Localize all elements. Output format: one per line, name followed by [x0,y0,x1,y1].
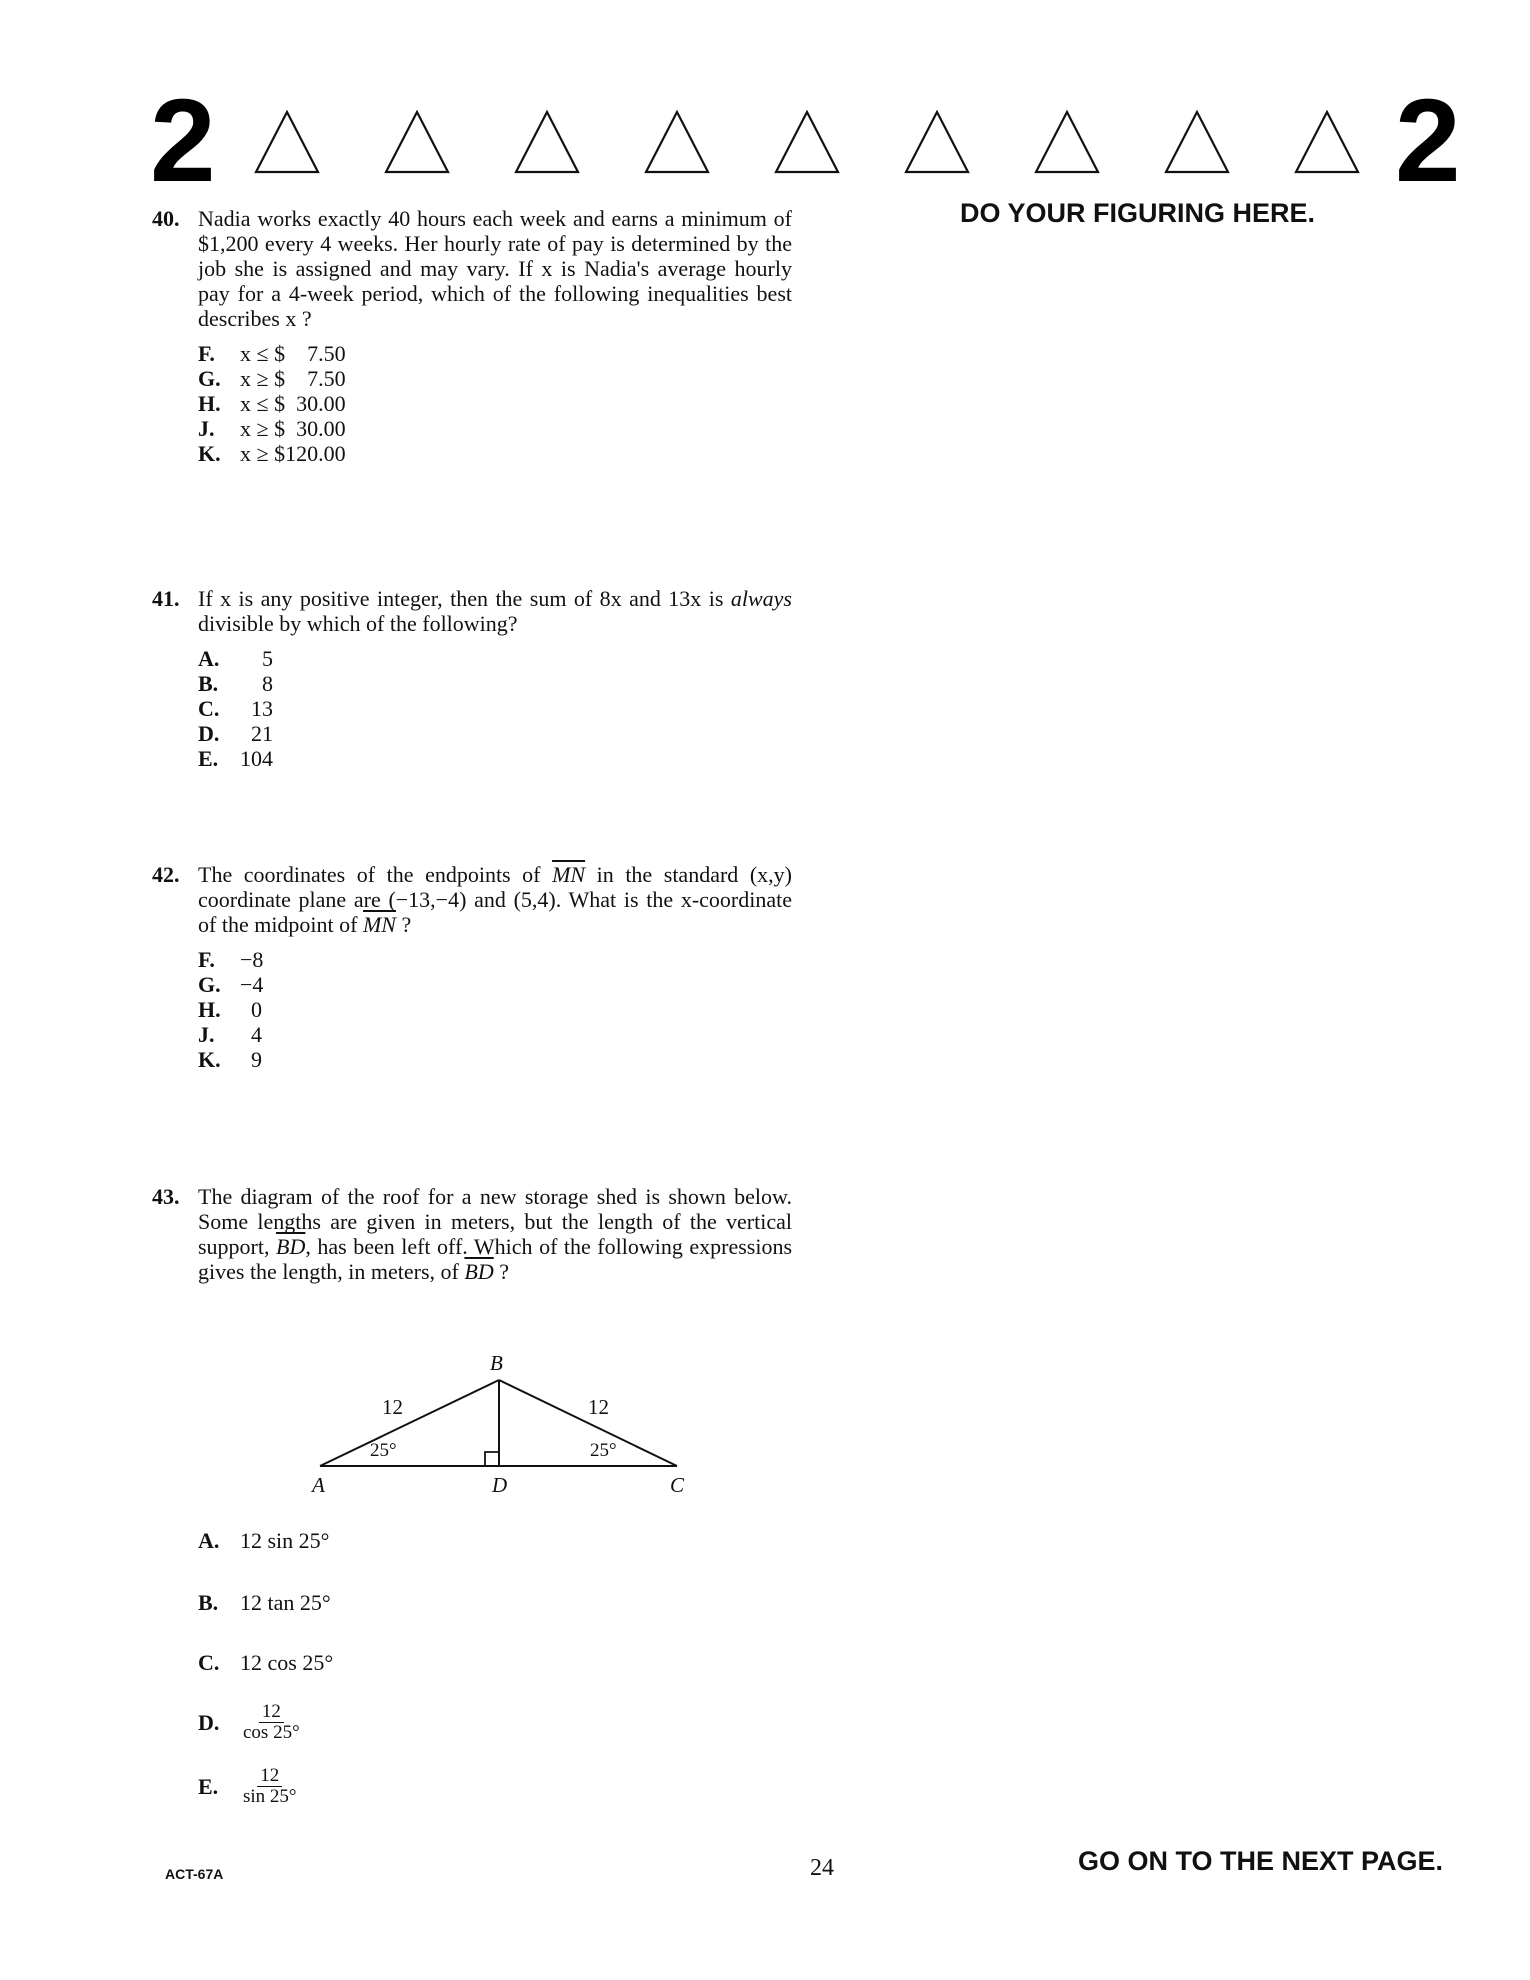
answer-choice-a[interactable] [198,646,792,671]
triangle-icon [256,112,318,172]
answer-choices [198,947,792,1072]
go-on-next-page: GO ON TO THE NEXT PAGE. [1078,1846,1444,1876]
choice-label: F. [198,341,215,366]
answer-choice-g[interactable] [198,366,792,391]
choice-label: H. [198,391,221,416]
choice-text: 4 [240,1022,262,1047]
triangle-icon [646,112,708,172]
choice-text: x ≤ $ 7.50 [240,341,346,366]
choice-text: 13 [240,696,273,721]
choice-label: C. [198,1650,220,1675]
answer-choice-e[interactable] [198,746,792,771]
stem-text: The coordinates of the endpoints of [198,862,553,887]
choice-label: B. [198,1590,219,1615]
choice-text: −4 [240,972,264,997]
side-bc [499,1380,677,1466]
form-code: ACT-67A [165,1866,224,1882]
vertex-a-label: A [312,1473,325,1497]
answer-choice-h[interactable] [198,997,792,1022]
section-number-right: 2 [1395,75,1461,207]
question-number: 41. [152,586,180,611]
choice-text: 9 [240,1047,262,1072]
stem-text: If x is any positive integer, then the sum of 8x and 13x is [198,586,731,611]
choice-text: 12 sin 25° [240,1528,330,1553]
choice-text: x ≥ $ 30.00 [240,416,346,441]
section-number-left: 2 [150,75,216,207]
answer-choice-e[interactable] [198,1766,300,1807]
choice-label: K. [198,441,221,466]
choice-text: 5 [240,646,273,671]
vertex-b-label: B [490,1351,503,1375]
choice-label: B. [198,671,219,696]
question-40 [152,206,792,466]
choice-text: 12 cos 25° [240,1650,334,1675]
stem-text: in the standard (x,y) coordinate plane are (−13,−4) and (5,4). What is the x-coordinate of the midpoint of [198,862,792,937]
choice-label: C. [198,696,220,721]
segment-mn: $\overline{MN}$ [362,912,396,937]
triangle-icon [1166,112,1228,172]
choice-text: 104 [240,746,273,771]
choice-text: x ≤ $ 30.00 [240,391,346,416]
side-ab-length: 12 [382,1395,403,1419]
choice-label: A. [198,646,220,671]
figuring-label: DO YOUR FIGURING HERE. [960,198,1316,228]
choice-label: E. [198,1774,219,1799]
choice-text: 21 [240,721,273,746]
choice-text: 12 tan 25° [240,1590,331,1615]
triangle-divider-row [250,108,1370,178]
segment-mn: $\overline{MN}$ [552,862,586,887]
answer-choice-f[interactable] [198,947,792,972]
choice-label: G. [198,366,221,391]
answer-choice-g[interactable] [198,972,792,997]
choice-label: K. [198,1047,221,1072]
triangle-icon [906,112,968,172]
fraction [240,1702,303,1743]
stem-emphasis: always [730,586,792,611]
choice-text: 8 [240,671,273,696]
question-number: 42. [152,862,180,887]
segment-bd: $\overline{BD}$ [276,1234,306,1259]
fraction-denominator: sin 25° [243,1786,297,1807]
choice-label: J. [198,416,215,441]
answer-choice-j[interactable] [198,416,792,441]
vertex-d-label: D [492,1473,508,1497]
answer-choice-d[interactable] [198,721,792,746]
question-number: 40. [152,206,180,231]
choice-label: D. [198,1710,220,1735]
choice-text: −8 [240,947,264,972]
angle-c-label: 25° [590,1440,617,1461]
question-stem [198,1184,792,1284]
choice-label: A. [198,1528,220,1553]
answer-choice-c[interactable] [198,1650,333,1675]
choice-label: F. [198,947,215,972]
choice-label: H. [198,997,221,1022]
choice-text: x ≥ $120.00 [240,441,346,466]
stem-text: , has been left off. Which of the following expressions gives the length, in meters, of [198,1234,793,1284]
triangle-diagram [152,1338,712,1518]
choice-text: 0 [240,997,262,1022]
answer-choice-k[interactable] [198,441,792,466]
answer-choice-c[interactable] [198,696,792,721]
answer-choice-d[interactable] [198,1702,303,1743]
question-42 [152,862,792,1072]
stem-text: divisible by which of the following? [198,611,518,636]
choice-label: D. [198,721,220,746]
page-number: 24 [810,1855,834,1881]
stem-text: The diagram of the roof for a new storage shed is shown below. Some lengths are given in meters, but the length of the vertical support, [198,1184,792,1259]
answer-choices [198,341,792,466]
answer-choice-k[interactable] [198,1047,792,1072]
stem-text: ? [395,912,412,937]
right-angle-marker [485,1452,499,1466]
side-ab [320,1380,499,1466]
answer-choice-b[interactable] [198,1590,331,1615]
fraction [240,1766,300,1807]
fraction-denominator: cos 25° [243,1722,300,1743]
angle-a-label: 25° [370,1440,397,1461]
triangle-icon [1036,112,1098,172]
vertex-c-label: C [670,1473,685,1497]
roof-diagram [152,1338,712,1523]
answer-choice-a[interactable] [198,1528,329,1553]
question-number: 43. [152,1184,180,1209]
triangle-icon [776,112,838,172]
stem-text: ? [493,1259,509,1284]
answer-choice-j[interactable] [198,1022,792,1047]
triangle-icon [516,112,578,172]
question-stem: Nadia works exactly 40 hours each week and earns a minimum of $1,200 every 4 weeks. Her hourly rate of pay is determined by the job she is assigned and may vary. If x is Nadia's average hourly pay for a 4-week period, which of the following inequalities best describes x ? [198,206,792,331]
segment-bd: $\overline{BD}$ [464,1259,494,1284]
triangle-icon [1296,112,1358,172]
triangle-icons [250,108,1370,178]
choice-text: x ≥ $ 7.50 [240,366,346,391]
choice-label: G. [198,972,221,997]
answer-choice-f[interactable] [198,341,792,366]
choice-label: J. [198,1022,215,1047]
choice-label: E. [198,746,219,771]
fraction-numerator: 12 [259,1702,284,1723]
triangle-icon [386,112,448,172]
answer-choice-b[interactable] [198,671,792,696]
question-stem [198,586,792,636]
question-41 [152,586,792,771]
fraction-numerator: 12 [257,1766,282,1787]
answer-choice-h[interactable] [198,391,792,416]
question-43 [152,1184,793,1807]
answer-choices [198,646,792,771]
side-bc-length: 12 [588,1395,609,1419]
question-stem [198,862,792,937]
